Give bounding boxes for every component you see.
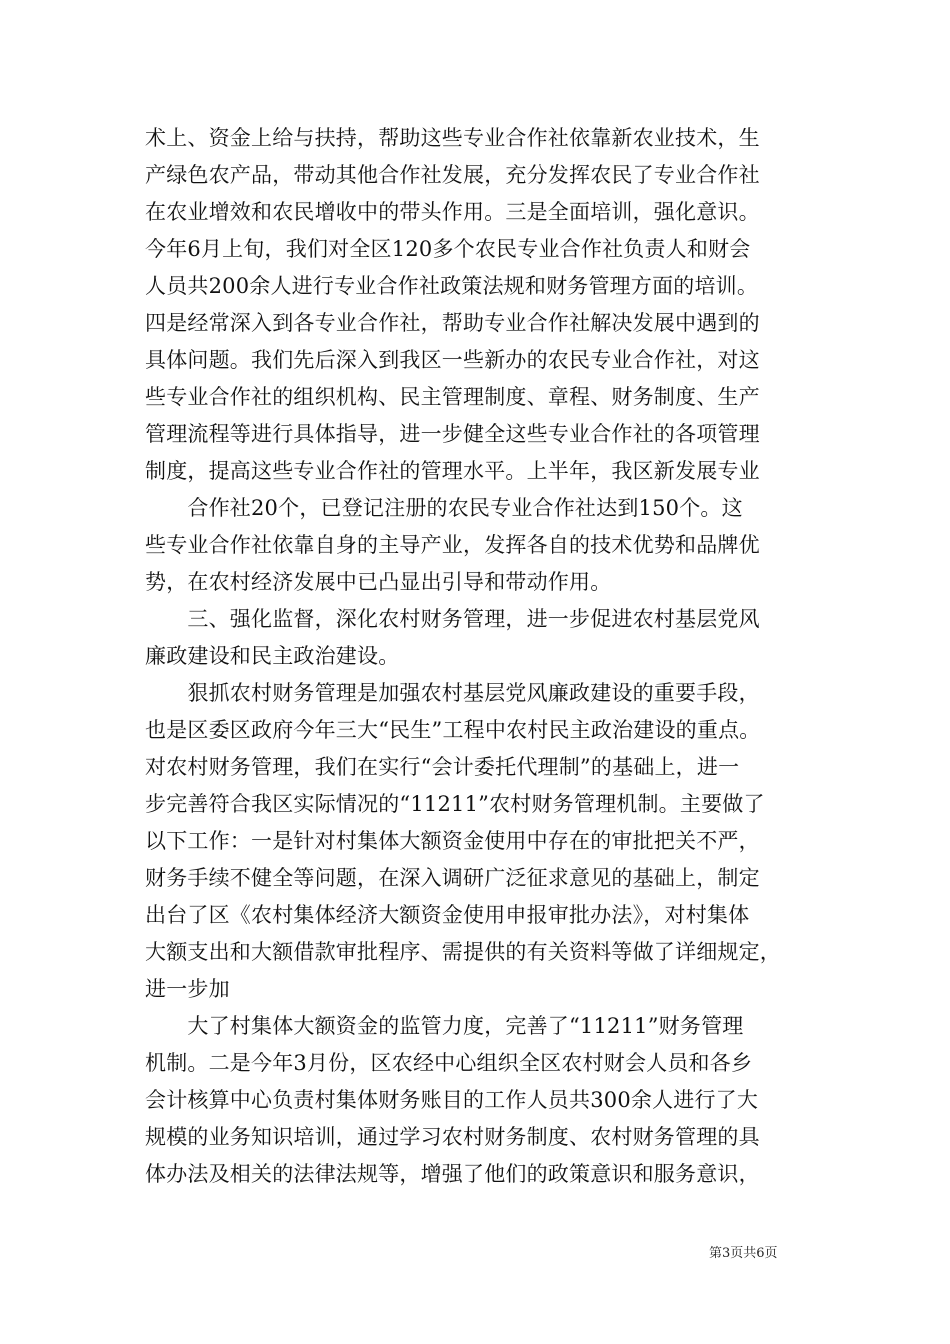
body-text-line: 四是经常深入到各专业合作社，帮助专业合作社解决发展中遇到的 xyxy=(145,311,760,335)
body-text-line: 合作社20个，已登记注册的农民专业合作社达到150个。这 xyxy=(145,496,743,520)
body-text-line: 出台了区《农村集体经济大额资金使用申报审批办法》，对村集体 xyxy=(145,903,750,927)
section-heading-line: 三、强化监督，深化农村财务管理，进一步促进农村基层党风 xyxy=(145,607,760,631)
page-number-footer: 第3页共6页 xyxy=(709,1246,778,1261)
body-text-line: 会计核算中心负责村集体财务账目的工作人员共300余人进行了大 xyxy=(145,1088,759,1112)
body-text-line: 产绿色农产品，带动其他合作社发展，充分发挥农民了专业合作社 xyxy=(145,163,760,187)
body-text-line: 步完善符合我区实际情况的“11211”农村财务管理机制。主要做了 xyxy=(145,792,765,816)
body-text-line: 也是区委区政府今年三大“民生”工程中农村民主政治建设的重点。 xyxy=(145,718,761,742)
body-text-line: 狠抓农村财务管理是加强农村基层党风廉政建设的重要手段， xyxy=(145,681,760,705)
body-text-line: 体办法及相关的法律法规等，增强了他们的政策意识和服务意识， xyxy=(145,1162,760,1186)
body-text-line: 些专业合作社的组织机构、民主管理制度、章程、财务制度、生产 xyxy=(145,385,760,409)
body-text-line: 大额支出和大额借款审批程序、需提供的有关资料等做了详细规定， xyxy=(145,940,781,964)
body-text-line: 对农村财务管理，我们在实行“会计委托代理制”的基础上，进一 xyxy=(145,755,740,779)
body-text-line: 进一步加 xyxy=(145,977,230,1001)
body-text-line: 大了村集体大额资金的监管力度，完善了“11211”财务管理 xyxy=(145,1014,744,1038)
section-heading-line: 廉政建设和民主政治建设。 xyxy=(145,644,400,668)
body-text-line: 具体问题。我们先后深入到我区一些新办的农民专业合作社，对这 xyxy=(145,348,760,372)
body-text-line: 制度，提高这些专业合作社的管理水平。上半年，我区新发展专业 xyxy=(145,459,760,483)
body-text-line: 在农业增效和农民增收中的带头作用。三是全面培训，强化意识。 xyxy=(145,200,760,224)
body-text-line: 规模的业务知识培训，通过学习农村财务制度、农村财务管理的具 xyxy=(145,1125,760,1149)
body-text-line: 管理流程等进行具体指导，进一步健全这些专业合作社的各项管理 xyxy=(145,422,760,446)
body-text-line: 些专业合作社依靠自身的主导产业，发挥各自的技术优势和品牌优 xyxy=(145,533,760,557)
body-text-line: 机制。二是今年3月份，区农经中心组织全区农村财会人员和各乡 xyxy=(145,1051,753,1075)
body-text-line: 人员共200余人进行专业合作社政策法规和财务管理方面的培训。 xyxy=(145,274,759,298)
body-text-line: 术上、资金上给与扶持，帮助这些专业合作社依靠新农业技术，生 xyxy=(145,126,760,150)
body-text-line: 今年6月上旬，我们对全区120多个农民专业合作社负责人和财会 xyxy=(145,237,751,261)
body-text-line: 财务手续不健全等问题，在深入调研广泛征求意见的基础上，制定 xyxy=(145,866,760,890)
body-text-line: 势，在农村经济发展中已凸显出引导和带动作用。 xyxy=(145,570,612,594)
body-text-line: 以下工作：一是针对村集体大额资金使用中存在的审批把关不严， xyxy=(145,829,760,853)
